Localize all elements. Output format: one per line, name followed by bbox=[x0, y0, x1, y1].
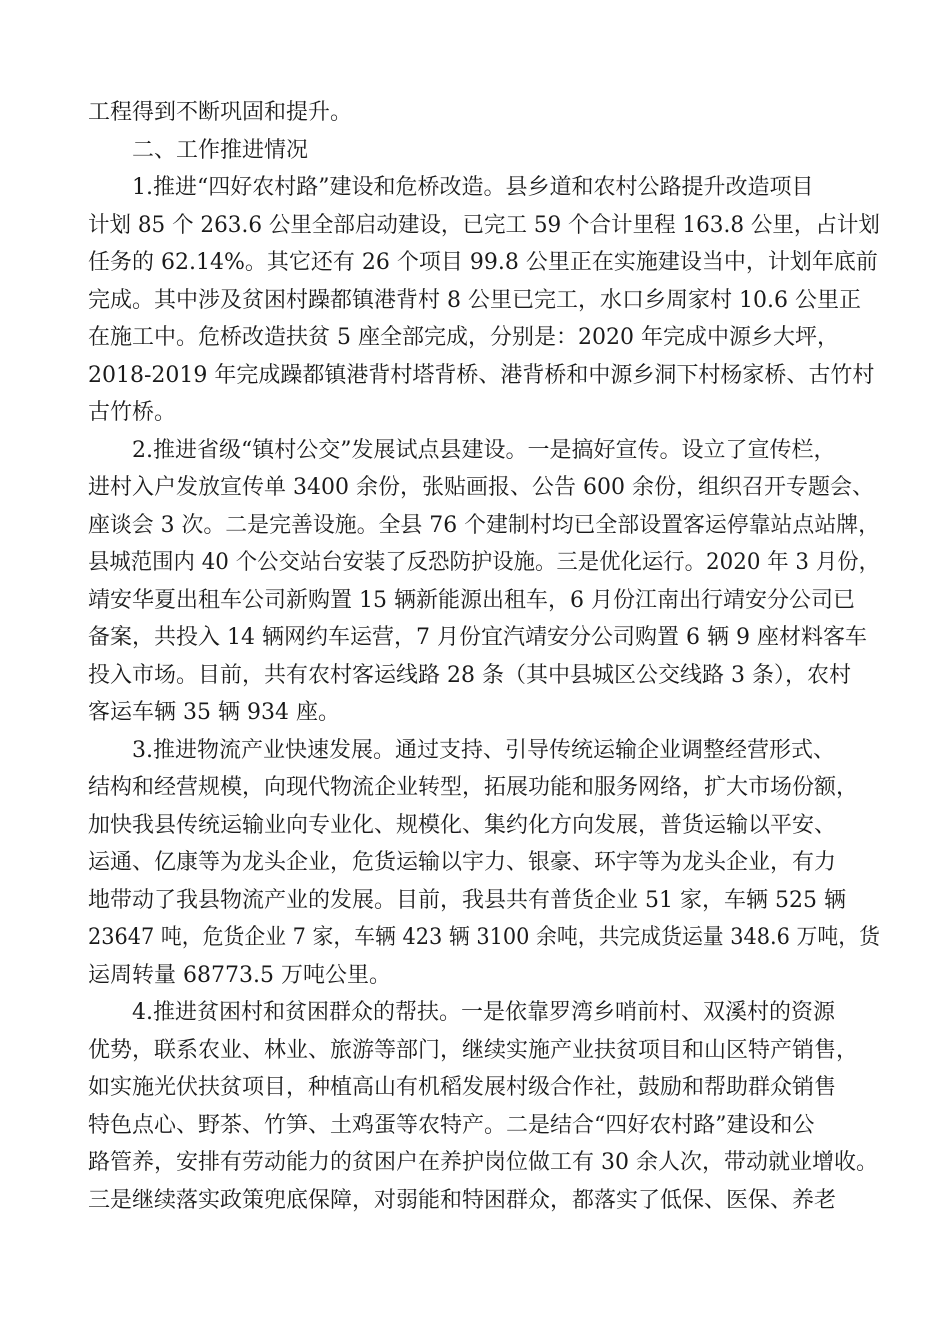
text-line: 座谈会 3 次。二是完善设施。全县 76 个建制村均已全部设置客运停靠站点站牌， bbox=[88, 512, 880, 538]
text-line: 如实施光伏扶贫项目，种植高山有机稻发展村级合作社，鼓励和帮助群众销售 bbox=[88, 1075, 837, 1100]
text-line: 任务的 62.14%。其它还有 26 个项目 99.8 公里正在实施建设当中，计划年底前 bbox=[88, 250, 878, 275]
text-line: 三是继续落实政策兜底保障，对弱能和特困群众，都落实了低保、医保、养老 bbox=[88, 1187, 837, 1213]
text-line: 靖安华夏出租车公司新购置 15 辆新能源出租车，6 月份江南出行靖安分公司已 bbox=[88, 587, 855, 613]
text-line: 23647 吨，危货企业 7 家，车辆 423 辆 3100 余吨，共完成货运量 348.6 万吨，货 bbox=[88, 925, 880, 950]
text-line: 加快我县传统运输业向专业化、规模化、集约化方向发展，普货运输以平安、 bbox=[88, 812, 837, 838]
text-line: 运通、亿康等为龙头企业，危货运输以宇力、银豪、环宇等为龙头企业，有力 bbox=[88, 850, 837, 875]
text-line: 优势，联系农业、林业、旅游等部门，继续实施产业扶贫项目和山区特产销售， bbox=[88, 1037, 859, 1063]
text-line: 古竹桥。 bbox=[88, 400, 177, 425]
text-line: 运周转量 68773.5 万吨公里。 bbox=[88, 962, 391, 988]
text-line: 备案，共投入 14 辆网约车运营，7 月份宜汽靖安分公司购置 6 辆 9 座材料客车 bbox=[88, 625, 867, 650]
text-line: 工程得到不断巩固和提升。 bbox=[88, 100, 353, 125]
text-line: 结构和经营规模，向现代物流企业转型，拓展功能和服务网络，扩大市场份额， bbox=[88, 775, 859, 800]
text-line: 县城范围内 40 个公交站台安装了反恐防护设施。三是优化运行。2020 年 3 月份， bbox=[88, 550, 880, 575]
text-line: 计划 85 个 263.6 公里全部启动建设，已完工 59 个合计里程 163.8 公里，占计划 bbox=[88, 212, 880, 238]
text-line: 1.推进“四好农村路”建设和危桥改造。县乡道和农村公路提升改造项目 bbox=[132, 175, 814, 200]
text-line: 路管养，安排有劳动能力的贫困户在养护岗位做工有 30 余人次，带动就业增收。 bbox=[88, 1150, 878, 1175]
text-line: 特色点心、野茶、竹笋、土鸡蛋等农特产。二是结合“四好农村路”建设和公 bbox=[88, 1112, 815, 1138]
text-line: 地带动了我县物流产业的发展。目前，我县共有普货企业 51 家，车辆 525 辆 bbox=[88, 887, 846, 913]
text-line: 进村入户发放宣传单 3400 余份，张贴画报、公告 600 余份，组织召开专题会、 bbox=[88, 475, 874, 500]
text-line: 完成。其中涉及贫困村躁都镇港背村 8 公里已完工，水口乡周家村 10.6 公里正 bbox=[88, 287, 861, 313]
text-line: 2018-2019 年完成躁都镇港背村塔背桥、港背桥和中源乡洞下村杨家桥、古竹村 bbox=[88, 362, 875, 388]
text-line: 投入市场。目前，共有农村客运线路 28 条（其中县城区公交线路 3 条），农村 bbox=[88, 662, 851, 688]
text-line: 4.推进贫困村和贫困群众的帮扶。一是依靠罗湾乡哨前村、双溪村的资源 bbox=[132, 1000, 835, 1025]
text-line: 客运车辆 35 辆 934 座。 bbox=[88, 700, 340, 725]
text-line: 在施工中。危桥改造扶贫 5 座全部完成，分别是：2020 年完成中源乡大坪， bbox=[88, 325, 839, 350]
body-text bbox=[88, 94, 880, 1219]
text-line: 3.推进物流产业快速发展。通过支持、引导传统运输企业调整经营形式、 bbox=[132, 737, 835, 763]
text-line: 2.推进省级“镇村公交”发展试点县建设。一是搞好宣传。设立了宣传栏， bbox=[132, 437, 836, 463]
text-line: 二、工作推进情况 bbox=[132, 137, 309, 163]
